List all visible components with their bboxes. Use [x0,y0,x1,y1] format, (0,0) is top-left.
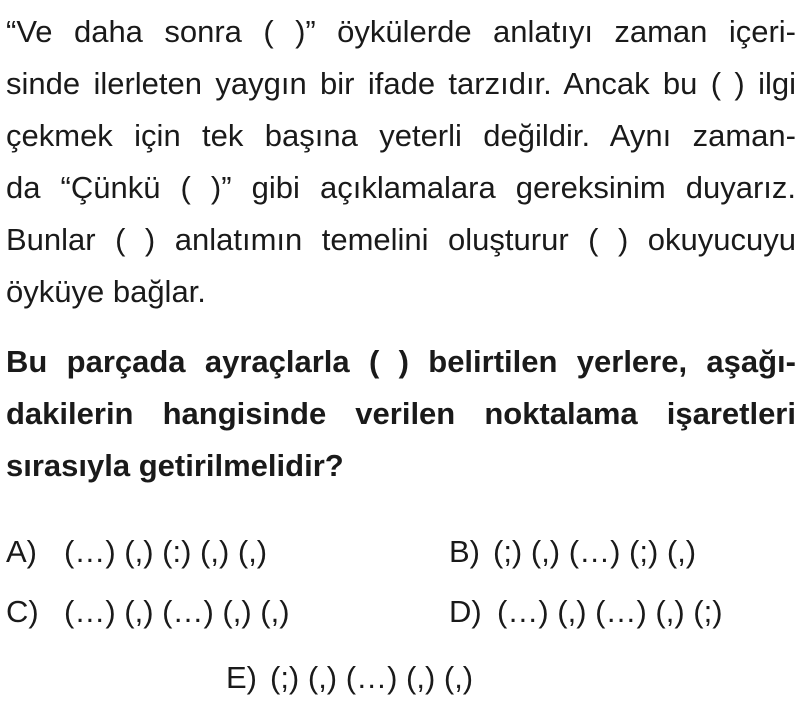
option-letter: E) [226,660,257,695]
option-text: (;) (,) (…) (;) (,) [493,534,697,569]
option-e[interactable] [226,660,473,696]
option-text: (…) (,) (…) (,) (;) [497,594,723,629]
option-letter: A) [6,534,37,569]
option-b[interactable] [449,534,696,570]
question-line: sırasıyla getirilmelidir? [6,448,344,483]
option-text: (…) (,) (:) (,) (,) [64,534,268,569]
option-d[interactable] [449,594,723,630]
passage-line: sinde ilerleten yaygın bir ifade tarzıdır. Ancak bu ( ) ilgi [6,66,796,101]
passage-line: da “Çünkü ( )” gibi açıklamalara gereksinim duyarız. [6,170,796,205]
option-a[interactable] [6,534,267,570]
option-text: (;) (,) (…) (,) (,) [270,660,474,695]
passage-line: “Ve daha sonra ( )” öykülerde anlatıyı zaman içeri- [6,14,796,49]
option-c[interactable] [6,594,290,630]
option-letter: D) [449,594,482,629]
option-letter: B) [449,534,480,569]
passage-line: Bunlar ( ) anlatımın temelini oluşturur ( ) okuyucuyu [6,222,796,257]
question-line: dakilerin hangisinde verilen noktalama işaretleri [6,396,796,431]
option-text: (…) (,) (…) (,) (,) [64,594,290,629]
question-line: Bu parçada ayraçlarla ( ) belirtilen yerlere, aşağı- [6,344,796,379]
option-letter: C) [6,594,39,629]
passage-line: çekmek için tek başına yeterli değildir. Aynı zaman- [6,118,796,153]
passage-line: öyküye bağlar. [6,274,206,309]
